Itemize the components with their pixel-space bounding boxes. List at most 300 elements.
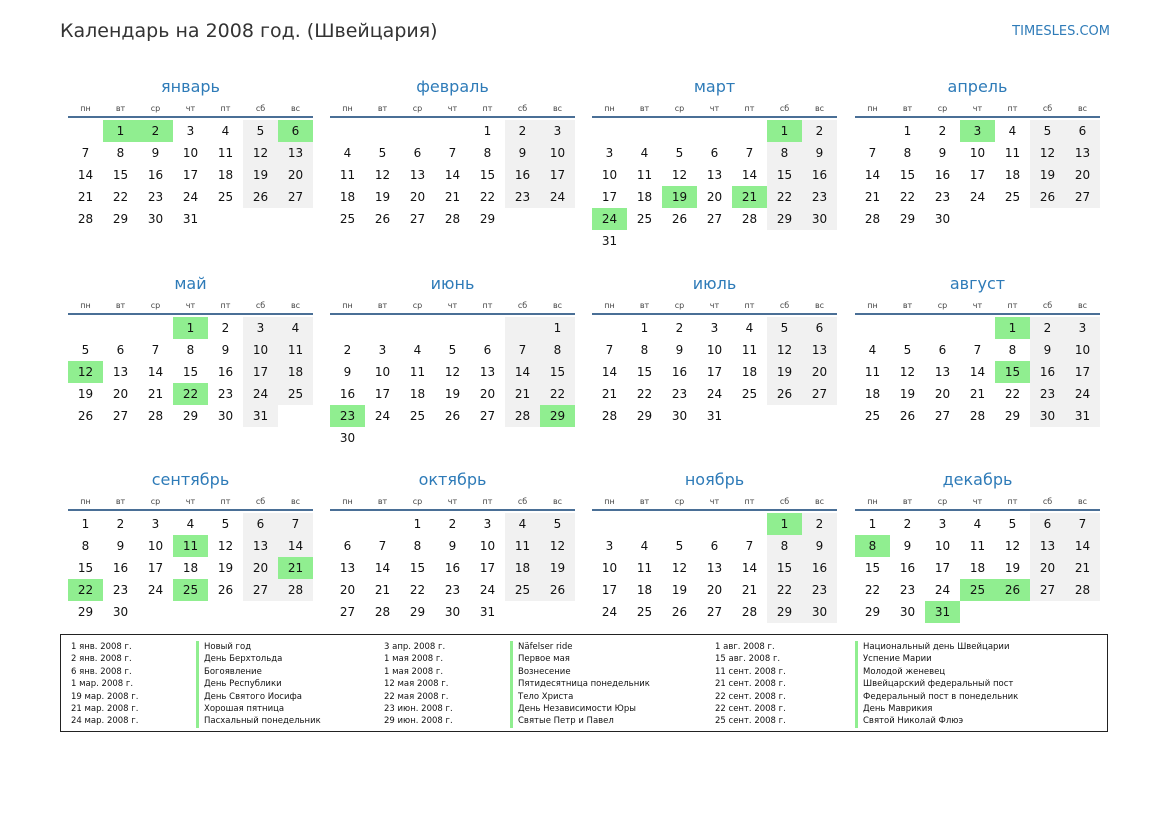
weekday-label: вт [115,496,126,506]
day-cell: 26 [374,212,391,226]
empty-cell [767,405,802,427]
day-cell: 5 [675,146,684,160]
day-cell: 5 [221,517,230,531]
day-cell: 25 [636,212,653,226]
day-cell: 11 [969,539,986,553]
month-2 [330,74,575,230]
day-cell: 27 [278,186,313,208]
empty-cell [890,317,925,339]
day-cell: 13 [706,168,723,182]
empty-cell [435,120,470,142]
day-cell: 28 [147,409,164,423]
day-cell: 9 [802,142,837,164]
legend-entry: Вознесение [518,666,571,677]
day-cell: 14 [864,168,881,182]
weekday-label: вс [1077,300,1088,310]
day-cell: 3 [483,517,492,531]
weekday-label: пт [482,496,493,506]
weekday-label: ср [937,496,948,506]
weekday-label: чт [709,300,720,310]
day-cell: 14 [278,535,313,557]
day-cell: 8 [640,343,649,357]
legend-col1-dates [71,641,138,728]
day-cell: 10 [934,539,951,553]
day-cell: 21 [77,190,94,204]
day-cell: 11 [505,535,540,557]
day-cell: 19 [77,387,94,401]
day-cell: 11 [217,146,234,160]
month-name: сентябрь [151,470,230,489]
day-cell: 1 [81,517,90,531]
weekday-label: сб [1042,300,1053,310]
weekday-label: вт [639,300,650,310]
empty-cell [767,230,802,252]
day-cell: 16 [671,365,688,379]
day-cell: 27 [243,579,278,601]
month-6 [330,271,575,449]
day-cell: 24 [479,583,496,597]
month-name: март [693,77,736,96]
weekday-label: пн [867,103,878,113]
day-cell: 15 [636,365,653,379]
day-cell: 19 [1004,561,1021,575]
day-cell: 28 [77,212,94,226]
day-cell: 21 [505,383,540,405]
day-cell: 31 [706,409,723,423]
day-cell: 13 [479,365,496,379]
weekday-label: пт [1007,103,1018,113]
day-cell: 3 [605,539,614,553]
weekday-label: пт [220,496,231,506]
day-cell: 5 [767,317,802,339]
weekday-label: пт [220,300,231,310]
holiday-day-cell: 12 [68,361,103,383]
day-cell: 4 [413,343,422,357]
legend-entry: 6 янв. 2008 г. [71,666,132,677]
weekday-label: чт [972,496,983,506]
day-cell: 10 [243,339,278,361]
day-cell: 15 [899,168,916,182]
day-cell: 10 [969,146,986,160]
day-cell: 6 [116,343,125,357]
month-7 [592,271,837,427]
day-cell: 14 [147,365,164,379]
holiday-day-cell: 1 [767,120,802,142]
empty-cell [278,601,313,623]
day-cell: 3 [243,317,278,339]
day-cell: 6 [938,343,947,357]
day-cell: 12 [540,535,575,557]
day-cell: 5 [243,120,278,142]
weekday-header [855,297,1100,315]
legend-entry: Новый год [204,642,252,652]
legend-entry: 21 мар. 2008 г. [71,703,139,714]
day-cell: 28 [741,212,758,226]
empty-cell [400,120,435,142]
day-cell: 27 [934,409,951,423]
month-3 [592,74,837,252]
weekday-label: ср [674,103,685,113]
day-cell: 28 [374,605,391,619]
empty-cell [697,230,732,252]
day-cell: 29 [182,409,199,423]
day-cell: 22 [767,579,802,601]
legend-entry: 1 мар. 2008 г. [71,679,134,690]
day-cell: 1 [483,124,492,138]
site-link[interactable]: TIMESLES.COM [1012,24,1110,39]
day-cell: 6 [710,146,719,160]
day-cell: 4 [745,321,754,335]
day-cell: 30 [934,212,951,226]
legend-entry: Тело Христа [518,691,574,702]
weekday-label: пн [80,300,91,310]
day-cell: 17 [706,365,723,379]
day-cell: 30 [339,431,356,445]
day-cell: 4 [343,146,352,160]
day-cell: 7 [868,146,877,160]
day-cell: 13 [706,561,723,575]
day-grid [855,118,1100,230]
empty-cell [627,230,662,252]
weekday-label: сб [779,300,790,310]
day-cell: 17 [147,561,164,575]
day-cell: 31 [601,234,618,248]
empty-cell [960,601,995,623]
day-cell: 23 [899,583,916,597]
day-cell: 13 [934,365,951,379]
day-cell: 28 [601,409,618,423]
legend-col2-names [510,641,650,728]
weekday-label: пн [342,300,353,310]
page-title: Календарь на 2008 год. (Швейцария) [60,20,438,42]
holiday-day-cell: 8 [855,535,890,557]
holiday-day-cell: 15 [995,361,1030,383]
weekday-label: пт [744,496,755,506]
day-cell: 18 [1004,168,1021,182]
day-cell: 23 [505,186,540,208]
weekday-label: пн [80,103,91,113]
holiday-day-cell: 26 [995,579,1030,601]
day-cell: 15 [112,168,129,182]
weekday-label: вт [639,496,650,506]
day-cell: 6 [710,539,719,553]
day-cell: 22 [767,186,802,208]
empty-cell [505,601,540,623]
day-cell: 30 [147,212,164,226]
day-cell: 21 [374,583,391,597]
day-cell: 16 [505,164,540,186]
day-cell: 6 [343,539,352,553]
day-cell: 23 [217,387,234,401]
day-cell: 14 [505,361,540,383]
weekday-label: вс [1077,496,1088,506]
day-cell: 1 [868,517,877,531]
empty-cell [365,120,400,142]
day-cell: 12 [899,365,916,379]
legend-entry: Хорошая пятница [204,703,285,714]
weekday-label: ср [412,300,423,310]
day-cell: 30 [671,409,688,423]
weekday-label: ср [150,496,161,506]
day-cell: 15 [540,361,575,383]
empty-cell [435,427,470,449]
day-cell: 3 [151,517,160,531]
weekday-label: пн [342,103,353,113]
day-cell: 16 [112,561,129,575]
weekday-label: сб [255,496,266,506]
day-cell: 9 [675,343,684,357]
day-cell: 18 [409,387,426,401]
weekday-label: сб [255,300,266,310]
day-cell: 27 [1065,186,1100,208]
day-cell: 19 [1030,164,1065,186]
weekday-header [592,100,837,118]
day-grid [330,315,575,449]
day-cell: 20 [1030,557,1065,579]
day-cell: 5 [540,513,575,535]
weekday-label: вт [115,103,126,113]
empty-cell [802,405,837,427]
month-name: август [949,274,1006,293]
day-cell: 20 [278,164,313,186]
day-cell: 22 [409,583,426,597]
day-cell: 30 [802,601,837,623]
day-cell: 9 [903,539,912,553]
legend-entry: Святой Николай Флюэ [863,716,964,727]
day-cell: 19 [374,190,391,204]
day-cell: 12 [1030,142,1065,164]
weekday-label: вс [552,300,563,310]
legend-entry: 21 сент. 2008 г. [715,679,786,690]
day-cell: 20 [339,583,356,597]
day-cell: 22 [1004,387,1021,401]
empty-cell [505,317,540,339]
empty-cell [592,513,627,535]
month-name: июль [692,274,737,293]
weekday-label: чт [972,300,983,310]
day-cell: 26 [77,409,94,423]
day-cell: 30 [1030,405,1065,427]
empty-cell [855,120,890,142]
weekday-header [68,493,313,511]
empty-cell [1030,208,1065,230]
legend-entry: Швейцарский федеральный пост [863,679,1014,690]
weekday-label: вс [814,103,825,113]
day-cell: 13 [339,561,356,575]
day-cell: 24 [540,186,575,208]
weekday-label: пт [482,300,493,310]
day-cell: 8 [186,343,195,357]
day-cell: 5 [1030,120,1065,142]
weekday-label: вс [1077,103,1088,113]
day-cell: 15 [864,561,881,575]
legend-col1-names [196,641,321,728]
legend-entry: Молодой женевец [863,666,946,677]
day-cell: 9 [505,142,540,164]
day-cell: 13 [409,168,426,182]
day-cell: 22 [479,190,496,204]
day-cell: 26 [1030,186,1065,208]
holiday-day-cell: 21 [278,557,313,579]
day-cell: 19 [767,361,802,383]
day-cell: 30 [217,409,234,423]
day-cell: 25 [217,190,234,204]
day-cell: 8 [903,146,912,160]
day-cell: 13 [112,365,129,379]
weekday-label: сб [517,103,528,113]
day-cell: 9 [221,343,230,357]
day-cell: 28 [741,605,758,619]
empty-cell [662,120,697,142]
day-cell: 18 [339,190,356,204]
month-11 [592,467,837,623]
legend-entry: Богоявление [204,666,262,677]
day-cell: 10 [374,365,391,379]
day-cell: 17 [540,164,575,186]
holiday-day-cell: 19 [662,186,697,208]
empty-cell [208,601,243,623]
day-cell: 20 [243,557,278,579]
holiday-day-cell: 1 [103,120,138,142]
day-cell: 28 [278,579,313,601]
weekday-label: чт [185,300,196,310]
day-cell: 26 [540,579,575,601]
holiday-day-cell: 11 [173,535,208,557]
legend-entry: 12 мая 2008 г. [384,679,449,690]
legend-entry: 1 мая 2008 г. [384,654,444,665]
month-name: декабрь [942,470,1013,489]
legend-entry: 3 апр. 2008 г. [384,642,446,652]
day-cell: 10 [182,146,199,160]
day-grid [330,118,575,230]
month-name: апрель [947,77,1008,96]
weekday-label: сб [1042,496,1053,506]
holiday-day-cell: 22 [173,383,208,405]
day-cell: 9 [1030,339,1065,361]
empty-cell [540,601,575,623]
holiday-day-cell: 1 [767,513,802,535]
weekday-label: чт [185,496,196,506]
day-cell: 8 [767,535,802,557]
day-cell: 17 [601,190,618,204]
day-cell: 13 [243,535,278,557]
empty-cell [470,427,505,449]
weekday-label: вс [814,300,825,310]
day-cell: 20 [706,190,723,204]
weekday-label: вт [902,103,913,113]
day-cell: 4 [640,146,649,160]
day-cell: 10 [147,539,164,553]
legend-entry: 25 сент. 2008 г. [715,716,786,727]
day-cell: 27 [706,212,723,226]
legend-entry: 24 мар. 2008 г. [71,716,139,727]
empty-cell [400,427,435,449]
weekday-label: чт [447,496,458,506]
day-cell: 9 [938,146,947,160]
day-cell: 14 [741,561,758,575]
weekday-label: вс [814,496,825,506]
day-cell: 4 [278,317,313,339]
day-cell: 17 [601,583,618,597]
empty-cell [68,120,103,142]
day-cell: 31 [479,605,496,619]
day-cell: 1 [540,317,575,339]
empty-cell [505,427,540,449]
day-cell: 18 [741,365,758,379]
day-cell: 27 [409,212,426,226]
day-cell: 26 [899,409,916,423]
day-cell: 5 [81,343,90,357]
day-cell: 4 [868,343,877,357]
empty-cell [470,317,505,339]
holiday-day-cell: 25 [960,579,995,601]
day-cell: 12 [671,561,688,575]
weekday-label: пт [1007,300,1018,310]
day-cell: 7 [448,146,457,160]
day-cell: 20 [1065,164,1100,186]
day-cell: 12 [444,365,461,379]
day-cell: 23 [147,190,164,204]
empty-cell [138,317,173,339]
empty-cell [592,317,627,339]
day-cell: 7 [505,339,540,361]
day-cell: 9 [448,539,457,553]
day-cell: 10 [601,168,618,182]
day-cell: 16 [802,164,837,186]
empty-cell [627,120,662,142]
day-cell: 27 [1030,579,1065,601]
empty-cell [925,317,960,339]
day-cell: 3 [186,124,195,138]
weekday-label: пт [1007,496,1018,506]
weekday-label: чт [447,300,458,310]
weekday-label: пт [220,103,231,113]
month-5 [68,271,313,427]
day-cell: 29 [899,212,916,226]
day-cell: 14 [77,168,94,182]
empty-cell [960,208,995,230]
weekday-header [330,100,575,118]
weekday-header [855,493,1100,511]
day-cell: 6 [413,146,422,160]
day-cell: 14 [969,365,986,379]
day-cell: 14 [374,561,391,575]
day-cell: 21 [741,583,758,597]
weekday-header [68,100,313,118]
day-cell: 26 [767,383,802,405]
day-cell: 18 [864,387,881,401]
day-cell: 11 [741,343,758,357]
day-cell: 2 [505,120,540,142]
day-cell: 10 [479,539,496,553]
month-4 [855,74,1100,230]
day-cell: 16 [217,365,234,379]
day-cell: 7 [605,343,614,357]
day-cell: 4 [221,124,230,138]
empty-cell [400,317,435,339]
day-grid [592,118,837,252]
weekday-label: пн [604,496,615,506]
day-cell: 22 [899,190,916,204]
day-cell: 5 [448,343,457,357]
weekday-label: вт [902,300,913,310]
holiday-day-cell: 24 [592,208,627,230]
day-cell: 28 [505,405,540,427]
day-cell: 24 [706,387,723,401]
day-cell: 20 [112,387,129,401]
holiday-day-cell: 2 [138,120,173,142]
weekday-label: чт [447,103,458,113]
